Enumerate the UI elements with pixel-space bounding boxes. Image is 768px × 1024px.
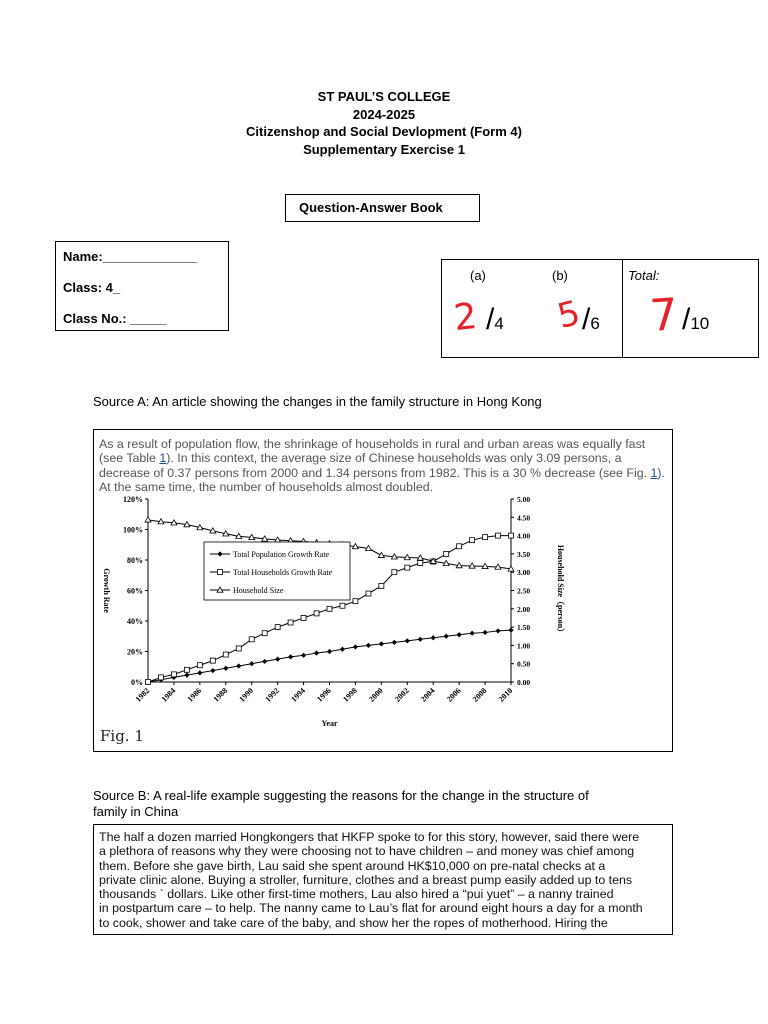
data-point-diamond (262, 659, 267, 664)
source-b-line: in postpartum care – to help. The nanny came to Lau’s flat for around eight hours a day for a month (99, 901, 643, 916)
data-point-diamond (223, 666, 228, 671)
x-tick-label: 2006 (444, 686, 463, 704)
x-tick-label: 2008 (470, 686, 489, 704)
x-tick-label: 2000 (367, 686, 385, 704)
y-tick-label-right: 0.00 (517, 678, 531, 687)
x-tick-label: 1990 (237, 686, 256, 704)
document-header (0, 88, 768, 158)
data-point-square (288, 620, 293, 625)
y-axis-title-right: Household Size（person） (556, 544, 565, 637)
data-point-triangle (145, 517, 151, 522)
y-tick-label-left: 100% (123, 525, 143, 535)
data-point-square (496, 533, 501, 538)
source-b-line: The half a dozen married Hongkongers that HKFP spoke to for this story, however, said there were (99, 830, 640, 844)
y-tick-label-right: 1.00 (517, 641, 531, 651)
x-tick-label: 1998 (341, 686, 359, 704)
data-point-diamond (418, 637, 423, 642)
data-point-diamond (314, 650, 319, 655)
y-tick-label-right: 5.00 (517, 495, 531, 504)
x-tick-label: 2010 (496, 686, 515, 704)
data-point-diamond (249, 661, 254, 666)
y-tick-label-left: 60% (127, 586, 143, 596)
source-b-line: them. Before she gave birth, Lau said she spent around HK$10,000 on pre-natal checks at a (99, 858, 606, 873)
data-point-diamond (444, 634, 449, 639)
x-tick-label: 2004 (418, 686, 437, 704)
y-axis-title-left: Growth Rate (102, 568, 111, 613)
score-a-handwritten: 2 (451, 295, 479, 340)
data-point-square (236, 646, 241, 651)
data-point-diamond (197, 670, 202, 675)
school-year: 2024-2025 (352, 106, 416, 122)
data-point-diamond (275, 657, 280, 662)
source-b-line: a plethora of reasons why they were choosing not to have children – and money was chief among (99, 844, 635, 859)
legend-entry: Total Households Growth Rate (233, 568, 333, 577)
x-tick-label: 1984 (159, 686, 178, 704)
data-point-square (366, 591, 371, 596)
source-a-paragraph (99, 437, 667, 494)
data-point-square (184, 667, 189, 672)
data-point-square (509, 533, 514, 538)
data-point-diamond (508, 628, 513, 633)
data-point-diamond (392, 640, 397, 645)
data-point-square (210, 658, 215, 663)
y-tick-label-right: 4.50 (517, 513, 531, 523)
data-point-square (483, 535, 488, 540)
data-point-square (418, 561, 423, 566)
fig-1-chart (96, 494, 566, 730)
data-point-square (158, 675, 163, 680)
data-point-square (405, 565, 410, 570)
data-point-diamond (288, 654, 293, 659)
source-a-text-3: ). At the same time, the number of households almost doubled. (99, 465, 665, 494)
data-point-square (197, 663, 202, 668)
y-tick-label-right: 4.00 (517, 531, 531, 541)
class-no-field: Class No.: _____ (63, 311, 167, 326)
x-tick-label: 1982 (133, 686, 152, 704)
legend-entry: Total Population Growth Rate (233, 550, 330, 559)
source-b-heading-line-2: family in China (93, 804, 179, 819)
name-field: Name:_____________ (63, 249, 197, 264)
y-tick-label-left: 20% (127, 647, 143, 657)
student-info-box (55, 241, 229, 331)
data-point-square (340, 603, 345, 608)
y-tick-label-right: 2.00 (517, 604, 531, 614)
data-point-diamond (210, 668, 215, 673)
data-point-triangle (378, 552, 384, 557)
x-tick-label: 1994 (289, 686, 307, 704)
source-b-line: private clinic alone. Buying a stroller, furniture, clothes and a breast pump easily added up to tens (99, 872, 633, 887)
source-a-heading: Source A: An article showing the changes in the family structure in Hong Kong (93, 394, 542, 409)
y-tick-label-left: 0% (131, 678, 143, 687)
data-point-diamond (431, 635, 436, 640)
source-b-line: thousands ` dollars. Like other first-time mothers, Lau also hired a “pui yuet” – a nanny trained (99, 887, 614, 902)
score-divider (622, 260, 623, 357)
data-point-diamond (470, 631, 475, 636)
data-point-diamond (340, 647, 345, 652)
data-point-square (379, 583, 384, 588)
data-point-diamond (379, 641, 384, 646)
y-tick-label-right: 0.50 (517, 659, 531, 669)
class-field: Class: 4_ (63, 280, 121, 295)
exercise-title: Supplementary Exercise 1 (303, 141, 465, 157)
source-b-paragraph (99, 830, 669, 930)
data-point-square (314, 611, 319, 616)
data-point-square (470, 538, 475, 543)
score-b-max: /6 (582, 303, 600, 336)
fig-1-caption: Fig. 1 (100, 727, 144, 745)
x-tick-label: 1992 (263, 686, 282, 704)
data-point-square (218, 570, 223, 575)
data-point-diamond (482, 630, 487, 635)
score-total-max: /10 (682, 303, 710, 336)
question-answer-book-label: Question-Answer Book (285, 194, 480, 222)
y-tick-label-left: 120% (123, 495, 143, 504)
data-point-diamond (236, 663, 241, 668)
fig-1-link[interactable]: 1 (650, 465, 658, 480)
data-point-diamond (184, 673, 189, 678)
score-b-label: (b) (552, 268, 568, 283)
series-line-diamond (148, 630, 511, 682)
source-a-text-1: As a result of population flow, the shrinkage of households in rural and urban areas was equally fast (see Table (99, 437, 646, 466)
data-point-square (353, 599, 358, 604)
source-a-text-2: ). In this context, the average size of Chinese households was only 3.09 persons, a decrease of 0.37 persons from 2000 and 1.34 persons from 1982. This is a 30 % decrease (see Fig. (99, 451, 651, 480)
x-tick-label: 1996 (315, 686, 333, 704)
source-b-box (93, 824, 673, 935)
data-point-diamond (405, 638, 410, 643)
data-point-square (171, 672, 176, 677)
x-tick-label: 1986 (185, 686, 204, 704)
score-a-label: (a) (470, 268, 486, 283)
data-point-square (301, 615, 306, 620)
table-1-link[interactable]: 1 (159, 451, 167, 466)
data-point-square (146, 680, 151, 685)
x-tick-label: 1988 (211, 686, 230, 704)
y-tick-label-left: 40% (127, 617, 143, 626)
data-point-square (327, 606, 332, 611)
data-point-square (457, 544, 462, 549)
data-point-diamond (457, 632, 462, 637)
data-point-diamond (301, 653, 306, 658)
data-point-square (392, 570, 397, 575)
data-point-square (262, 631, 267, 636)
source-a-box (93, 429, 673, 752)
y-tick-label-right: 3.00 (517, 568, 531, 578)
data-point-diamond (353, 644, 358, 649)
x-axis-title: Year (321, 719, 338, 728)
data-point-diamond (327, 649, 332, 654)
source-b-line: to cook, shower and take care of the baby, and show her the ropes of motherhood. Hiring the (99, 915, 608, 930)
score-total-handwritten: 7 (648, 289, 680, 342)
subject-title: Citizenshop and Social Devlopment (Form 4) (246, 124, 522, 139)
y-tick-label-right: 3.50 (517, 549, 531, 559)
data-point-square (223, 652, 228, 657)
data-point-diamond (495, 628, 500, 633)
source-b-heading (93, 788, 589, 820)
school-name: ST PAUL’S COLLEGE (317, 89, 451, 104)
score-box (441, 259, 759, 358)
y-tick-label-right: 2.50 (517, 586, 531, 596)
y-tick-label-left: 80% (127, 556, 143, 565)
legend-entry: Household Size (233, 586, 284, 595)
data-point-diamond (366, 643, 371, 648)
score-a-max: /4 (486, 303, 504, 336)
y-tick-label-right: 1.50 (517, 623, 531, 633)
data-point-square (444, 551, 449, 556)
score-b-handwritten: 5 (553, 292, 585, 338)
score-total-label: Total: (628, 268, 660, 283)
x-tick-label: 2002 (393, 686, 411, 704)
data-point-square (275, 625, 280, 630)
data-point-square (249, 637, 254, 642)
source-b-heading-line-1: Source B: A real-life example suggesting the reasons for the change in the structure of (93, 788, 589, 803)
